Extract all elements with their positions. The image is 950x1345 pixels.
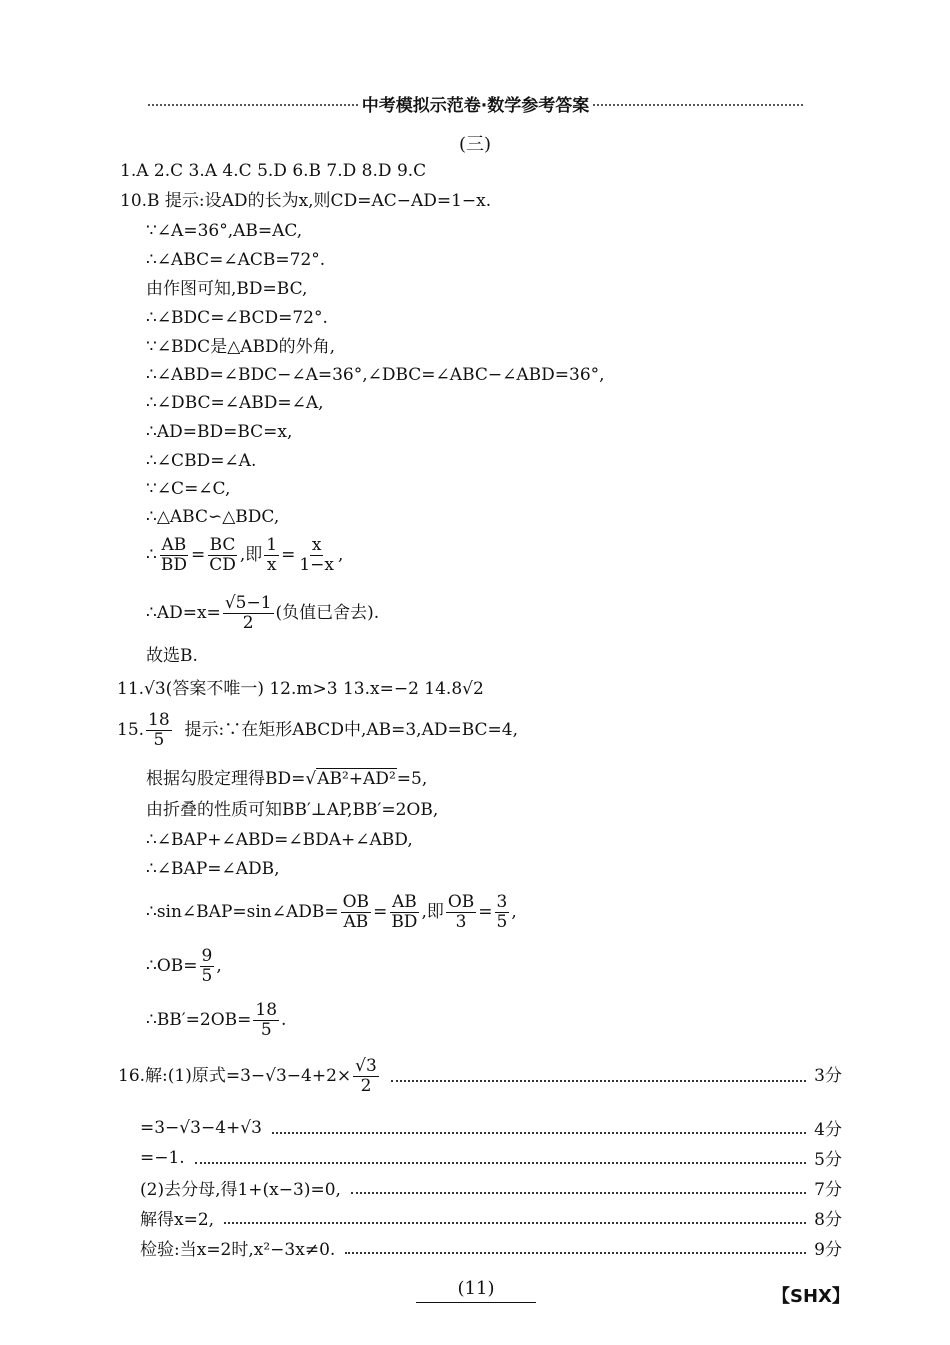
numerator: 9 [201, 946, 213, 966]
q16-row-5 [140, 1205, 842, 1230]
fraction-ab-bd [159, 536, 189, 575]
numerator: 18 [255, 1000, 278, 1020]
fraction-bc-cd [207, 536, 238, 575]
q10-line-4: ∴∠BDC=∠BCD=72°. [146, 308, 328, 328]
section-number: (三) [458, 134, 492, 155]
q10-line-10: ∵∠C=∠C, [146, 479, 231, 499]
equals: = [478, 902, 493, 922]
ad-expression: ∴AD=x= [146, 603, 221, 623]
result: =5, [396, 769, 428, 789]
fraction-1-x [264, 536, 279, 575]
page-header [148, 90, 803, 116]
connector: ,即 [239, 545, 263, 565]
denominator: BD [160, 555, 187, 575]
denominator: 5 [201, 966, 213, 986]
score-leader [224, 1222, 806, 1224]
q16-step: =−1. [140, 1147, 185, 1168]
note: (负值已舍去). [275, 603, 380, 623]
denominator: 2 [360, 1075, 372, 1096]
equals: = [190, 545, 206, 565]
q15-hint: 提示:∵在矩形ABCD中,AB=3,AD=BC=4, [184, 720, 519, 740]
fraction-sqrt3-2 [353, 1057, 379, 1096]
q10-line-1: ∵∠A=36°,AB=AC, [146, 221, 303, 241]
q10-line-11: ∴△ABC∽△BDC, [146, 507, 280, 527]
equals: = [281, 545, 296, 565]
q16-step: (2)去分母,得1+(x−3)=0, [140, 1180, 341, 1200]
q15-number: 15. [117, 720, 145, 740]
q15-line-1 [146, 768, 427, 790]
series-code: 【SHX】 [772, 1286, 850, 1307]
numerator: 3 [496, 892, 508, 912]
header-title: 中考模拟示范卷·数学参考答案 [361, 95, 590, 116]
q15-bb-line [146, 1000, 286, 1040]
q15-line-3: ∴∠BAP+∠ABD=∠BDA+∠ABD, [146, 830, 413, 850]
q10-line-7: ∴∠DBC=∠ABD=∠A, [146, 393, 324, 413]
score-leader [351, 1192, 806, 1194]
fraction-sqrt5 [223, 594, 274, 633]
score-points: 5分 [814, 1150, 842, 1170]
q10-line-5: ∵∠BDC是△ABD的外角, [146, 337, 336, 357]
page-number-text: (11) [457, 1278, 495, 1299]
numerator: OB [342, 892, 370, 912]
pythagoras-text: 根据勾股定理得BD=√ [146, 769, 317, 789]
sin-expression: ∴sin∠BAP=sin∠ADB= [146, 902, 339, 922]
q10-line-8: ∴AD=BD=BC=x, [146, 422, 293, 442]
q16-step: 检验:当x=2时,x²−3x≠0. [140, 1240, 336, 1260]
numerator: √3 [355, 1055, 377, 1076]
fraction-ab-bd [389, 893, 419, 932]
q16-row-6 [140, 1235, 842, 1260]
page-number [416, 1278, 536, 1304]
numerator: x [311, 535, 322, 555]
denominator: x [266, 555, 277, 575]
fraction-ob-3 [446, 893, 476, 932]
q16-step: =3−√3−4+√3 [140, 1117, 262, 1138]
punct: , [511, 902, 517, 922]
page-footer [0, 1278, 950, 1308]
score-leader [195, 1162, 806, 1164]
numerator: BC [209, 535, 236, 555]
ob-expression: ∴OB= [146, 956, 198, 976]
denominator: 1−x [299, 555, 334, 575]
header-dots-right [593, 104, 803, 106]
denominator: 3 [455, 912, 467, 932]
q11-14-answers: 11.√3(答案不唯一) 12.m>3 13.x=−2 14.8√2 [117, 679, 484, 699]
score-leader [345, 1252, 806, 1254]
denominator: CD [209, 555, 236, 575]
punct: . [281, 1010, 287, 1030]
q16-expression: 16.解:(1)原式=3−√3−4+2× [118, 1066, 352, 1086]
q10-ad-line [146, 594, 379, 633]
punct: , [337, 545, 344, 565]
fraction-3-5 [495, 893, 510, 932]
score-points: 9分 [814, 1240, 842, 1260]
numerator: AB [161, 535, 187, 555]
q15-head [117, 710, 518, 750]
q16-row-4 [140, 1175, 842, 1200]
therefore-symbol: ∴ [146, 545, 157, 565]
numerator: AB [391, 892, 417, 912]
q10-line-6: ∴∠ABD=∠BDC−∠A=36°,∠DBC=∠ABC−∠ABD=36°, [146, 365, 605, 385]
q10-line-2: ∴∠ABC=∠ACB=72°. [146, 250, 326, 270]
score-leader [272, 1132, 806, 1134]
denominator: BD [391, 912, 418, 932]
score-points: 8分 [814, 1210, 842, 1230]
bb-expression: ∴BB′=2OB= [146, 1010, 252, 1030]
header-dots-left [148, 104, 358, 106]
q10-choice: 故选B. [146, 646, 198, 666]
q10-head: 10.B 提示:设AD的长为x,则CD=AC−AD=1−x. [120, 191, 492, 211]
q10-ratio-line [146, 536, 343, 575]
score-points: 7分 [814, 1180, 842, 1200]
denominator: 5 [153, 730, 165, 750]
numerator: √5−1 [224, 593, 272, 613]
q16-row-3 [140, 1145, 842, 1170]
fraction-ob-ab [341, 893, 371, 932]
q10-line-9: ∴∠CBD=∠A. [146, 451, 257, 471]
punct: , [216, 956, 222, 976]
q10-line-3: 由作图可知,BD=BC, [146, 279, 308, 299]
q15-line-4: ∴∠BAP=∠ADB, [146, 859, 280, 879]
score-points: 3分 [814, 1066, 842, 1086]
radicand: AB²+AD² [317, 769, 396, 789]
mc-answers: 1.A 2.C 3.A 4.C 5.D 6.B 7.D 8.D 9.C [120, 161, 427, 181]
connector: ,即 [421, 902, 444, 922]
denominator: AB [343, 912, 369, 932]
denominator: 2 [242, 613, 254, 633]
score-leader [391, 1080, 806, 1082]
fraction-18-5-b [253, 1001, 279, 1040]
q15-line-2: 由折叠的性质可知BB′⊥AP,BB′=2OB, [146, 800, 439, 820]
numerator: OB [447, 892, 475, 912]
q16-step: 解得x=2, [140, 1210, 215, 1230]
denominator: 5 [496, 912, 508, 932]
q15-sin-line [146, 892, 517, 932]
numerator: 18 [148, 710, 170, 730]
fraction-9-5 [200, 947, 215, 986]
page-number-underline [416, 1302, 536, 1303]
fraction-x-1mx [297, 536, 336, 575]
score-points: 4分 [814, 1120, 842, 1140]
q16-row-2 [140, 1115, 842, 1140]
equals: = [373, 902, 388, 922]
fraction-18-5 [146, 711, 172, 750]
q16-row-1 [118, 1056, 842, 1096]
q15-ob-line [146, 946, 222, 986]
numerator: 1 [266, 535, 278, 555]
denominator: 5 [260, 1020, 272, 1040]
